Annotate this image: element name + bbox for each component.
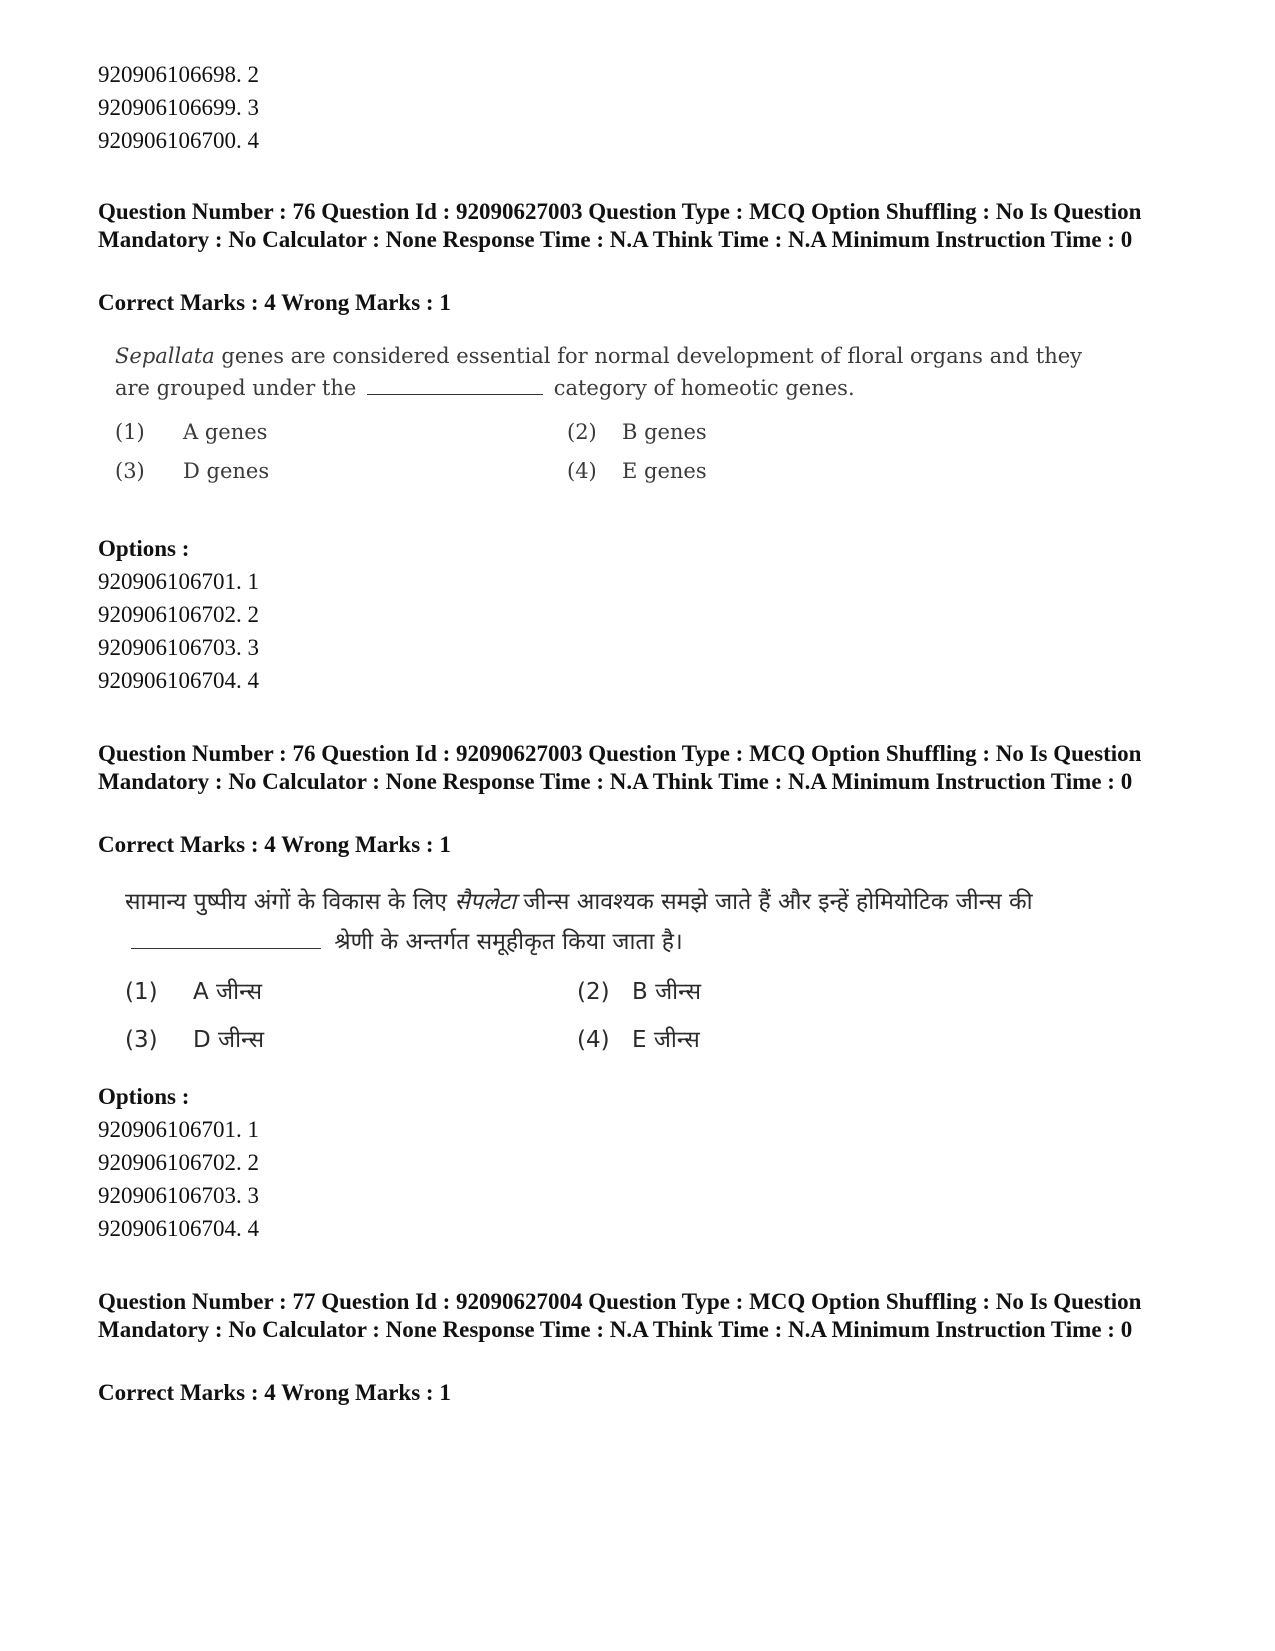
stem-italic: सैपलेटा <box>454 889 517 915</box>
choice-3: (3) D genes <box>115 459 270 483</box>
marks-line: Correct Marks : 4 Wrong Marks : 1 <box>98 1380 451 1405</box>
choice-2: (2) B जीन्स <box>577 979 702 1005</box>
stem-text: genes are considered essential for normal development of floral organs and they are grouped under the <box>115 344 1083 400</box>
stem-italic: Sepallata <box>115 344 215 368</box>
choice-1: (1) A genes <box>115 420 268 444</box>
blank-line <box>131 930 321 949</box>
blank-line <box>367 376 543 395</box>
choice-3: (3) D जीन्स <box>125 1027 264 1053</box>
question-header: Question Number : 77 Question Id : 92090627004 Question Type : MCQ Option Shuffling : No Is Question Mandatory : No Calculator : None Response Time : N.A Think Time : N.A Minimum Instruction Time : 0 <box>98 1289 1142 1342</box>
options-label: Options : <box>98 536 190 561</box>
choice-1: (1) A जीन्स <box>125 979 263 1005</box>
question-stem <box>115 340 1095 404</box>
question-header: Question Number : 76 Question Id : 92090627003 Question Type : MCQ Option Shuffling : No Is Question Mandatory : No Calculator : None Response Time : N.A Think Time : N.A Minimum Instruction Time : 0 <box>98 199 1142 252</box>
marks-line: Correct Marks : 4 Wrong Marks : 1 <box>98 832 451 857</box>
option-line: 920906106701. 1 <box>98 1117 259 1142</box>
question-image-hindi <box>125 882 1115 1062</box>
question-stem: सामान्य पुष्पीय अंगों के विकास के लिए सैपलेटा जीन्स आवश्यक समझे जाते हैं और इन्हें होमियोटिक जीन्स की श्रेणी के अन्तर्गत समूहीकृत किया जाता है। <box>125 889 1033 955</box>
option-line: 920906106704. 4 <box>98 1216 259 1241</box>
option-line: 920906106700. 4 <box>98 128 259 153</box>
stem-text: category of homeotic genes. <box>553 376 855 400</box>
options-label: Options : <box>98 1084 190 1109</box>
option-line: 920906106703. 3 <box>98 1183 259 1208</box>
option-line: 920906106703. 3 <box>98 635 259 660</box>
choice-2: (2) B genes <box>567 420 707 444</box>
option-line: 920906106701. 1 <box>98 569 259 594</box>
choice-4: (4) E genes <box>567 459 707 483</box>
question-header: Question Number : 76 Question Id : 92090627003 Question Type : MCQ Option Shuffling : No Is Question Mandatory : No Calculator : None Response Time : N.A Think Time : N.A Minimum Instruction Time : 0 <box>98 741 1142 794</box>
option-line: 920906106698. 2 <box>98 62 259 87</box>
option-line: 920906106702. 2 <box>98 602 259 627</box>
marks-line: Correct Marks : 4 Wrong Marks : 1 <box>98 290 451 315</box>
question-image-english <box>115 340 1115 500</box>
option-line: 920906106704. 4 <box>98 668 259 693</box>
option-line: 920906106699. 3 <box>98 95 259 120</box>
choice-4: (4) E जीन्स <box>577 1027 700 1053</box>
option-line: 920906106702. 2 <box>98 1150 259 1175</box>
